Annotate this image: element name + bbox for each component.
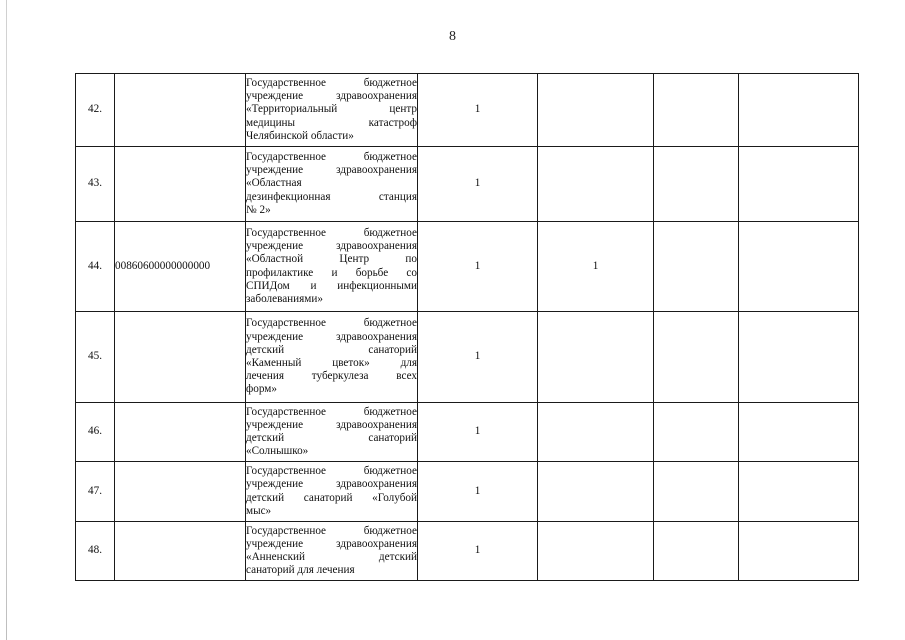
institution-name-line: учреждение здравоохранения bbox=[246, 164, 417, 177]
empty-cell bbox=[654, 462, 739, 522]
institution-name-line: № 2» bbox=[246, 203, 271, 216]
institution-name-cell bbox=[246, 222, 418, 312]
institution-name-line: Государственное бюджетное bbox=[246, 76, 417, 89]
value-cell bbox=[538, 462, 654, 522]
institution-name-line: детский санаторий «Голубой bbox=[246, 491, 417, 504]
institution-name-line: медицины катастроф bbox=[246, 116, 417, 129]
institution-name-line: Государственное бюджетное bbox=[246, 465, 417, 478]
code-cell bbox=[115, 522, 246, 581]
code-cell: 00860600000000000 bbox=[115, 222, 246, 312]
page-number: 8 bbox=[449, 29, 456, 44]
value-cell bbox=[538, 403, 654, 462]
empty-cell bbox=[739, 522, 859, 581]
institution-name-line: учреждение здравоохранения bbox=[246, 330, 417, 343]
count-cell: 1 bbox=[418, 522, 538, 581]
empty-cell bbox=[739, 74, 859, 147]
empty-cell bbox=[739, 312, 859, 403]
institution-name-line: заболеваниями» bbox=[246, 292, 323, 305]
table-row bbox=[76, 403, 859, 462]
institution-name-line: учреждение здравоохранения bbox=[246, 90, 417, 103]
value-cell bbox=[538, 147, 654, 222]
institution-name-line: учреждение здравоохранения bbox=[246, 418, 417, 431]
table-row bbox=[76, 462, 859, 522]
institution-name-line: Челябинской области» bbox=[246, 129, 354, 142]
institution-name-line: дезинфекционная станция bbox=[246, 190, 417, 203]
institution-name-line: санаторий для лечения bbox=[246, 564, 355, 577]
value-cell: 1 bbox=[538, 222, 654, 312]
row-number-cell: 43. bbox=[76, 147, 115, 222]
count-cell: 1 bbox=[418, 403, 538, 462]
count-cell: 1 bbox=[418, 222, 538, 312]
institution-name-cell bbox=[246, 403, 418, 462]
institution-name-line: Государственное бюджетное bbox=[246, 150, 417, 163]
institution-name-line: учреждение здравоохранения bbox=[246, 478, 417, 491]
institution-name-line: учреждение здравоохранения bbox=[246, 240, 417, 253]
institution-name-line: форм» bbox=[246, 383, 277, 396]
institution-name-cell bbox=[246, 147, 418, 222]
table-row bbox=[76, 222, 859, 312]
table-body bbox=[76, 74, 859, 581]
code-cell bbox=[115, 403, 246, 462]
institution-name-line: «Солнышко» bbox=[246, 445, 309, 458]
empty-cell bbox=[654, 222, 739, 312]
table-row bbox=[76, 74, 859, 147]
table-row bbox=[76, 312, 859, 403]
institution-name-line: учреждение здравоохранения bbox=[246, 537, 417, 550]
institution-name-line: Государственное бюджетное bbox=[246, 405, 417, 418]
value-cell bbox=[538, 312, 654, 403]
code-cell bbox=[115, 312, 246, 403]
code-cell bbox=[115, 74, 246, 147]
code-cell bbox=[115, 462, 246, 522]
row-number-cell: 44. bbox=[76, 222, 115, 312]
empty-cell bbox=[654, 522, 739, 581]
institution-name-cell bbox=[246, 462, 418, 522]
empty-cell bbox=[654, 147, 739, 222]
scan-edge bbox=[6, 0, 7, 640]
institution-name-line: «Каменный цветок» для bbox=[246, 357, 417, 369]
institution-name-cell bbox=[246, 522, 418, 581]
empty-cell bbox=[739, 403, 859, 462]
table-row bbox=[76, 147, 859, 222]
institution-name-line: детский санаторий bbox=[246, 432, 417, 444]
empty-cell bbox=[739, 147, 859, 222]
institution-name-line: «Анненский детский bbox=[246, 551, 417, 563]
table-row bbox=[76, 522, 859, 581]
empty-cell bbox=[654, 403, 739, 462]
code-cell bbox=[115, 147, 246, 222]
institution-name-cell bbox=[246, 74, 418, 147]
row-number-cell: 47. bbox=[76, 462, 115, 522]
row-number-cell: 48. bbox=[76, 522, 115, 581]
empty-cell bbox=[739, 222, 859, 312]
institution-name-line: «Территориальный центр bbox=[246, 103, 417, 116]
row-number-cell: 42. bbox=[76, 74, 115, 147]
institution-name-cell bbox=[246, 312, 418, 403]
value-cell bbox=[538, 74, 654, 147]
row-number-cell: 45. bbox=[76, 312, 115, 403]
institution-name-line: Государственное бюджетное bbox=[246, 317, 417, 330]
row-number-cell: 46. bbox=[76, 403, 115, 462]
institution-name-line: Государственное бюджетное bbox=[246, 226, 417, 239]
empty-cell bbox=[654, 312, 739, 403]
count-cell: 1 bbox=[418, 312, 538, 403]
institution-name-line: Государственное бюджетное bbox=[246, 524, 417, 537]
value-cell bbox=[538, 522, 654, 581]
institution-name-line: профилактике и борьбе со bbox=[246, 266, 417, 279]
count-cell: 1 bbox=[418, 462, 538, 522]
empty-cell bbox=[739, 462, 859, 522]
institution-name-line: лечения туберкулеза всех bbox=[246, 370, 417, 383]
institution-name-line: мыс» bbox=[246, 504, 272, 517]
registry-table bbox=[75, 73, 859, 581]
institution-name-line: СПИДом и инфекционными bbox=[246, 279, 417, 292]
count-cell: 1 bbox=[418, 147, 538, 222]
empty-cell bbox=[654, 74, 739, 147]
institution-name-line: «Областной Центр по bbox=[246, 253, 417, 266]
institution-name-line: «Областная bbox=[246, 177, 302, 190]
count-cell: 1 bbox=[418, 74, 538, 147]
institution-name-line: детский санаторий bbox=[246, 343, 417, 356]
